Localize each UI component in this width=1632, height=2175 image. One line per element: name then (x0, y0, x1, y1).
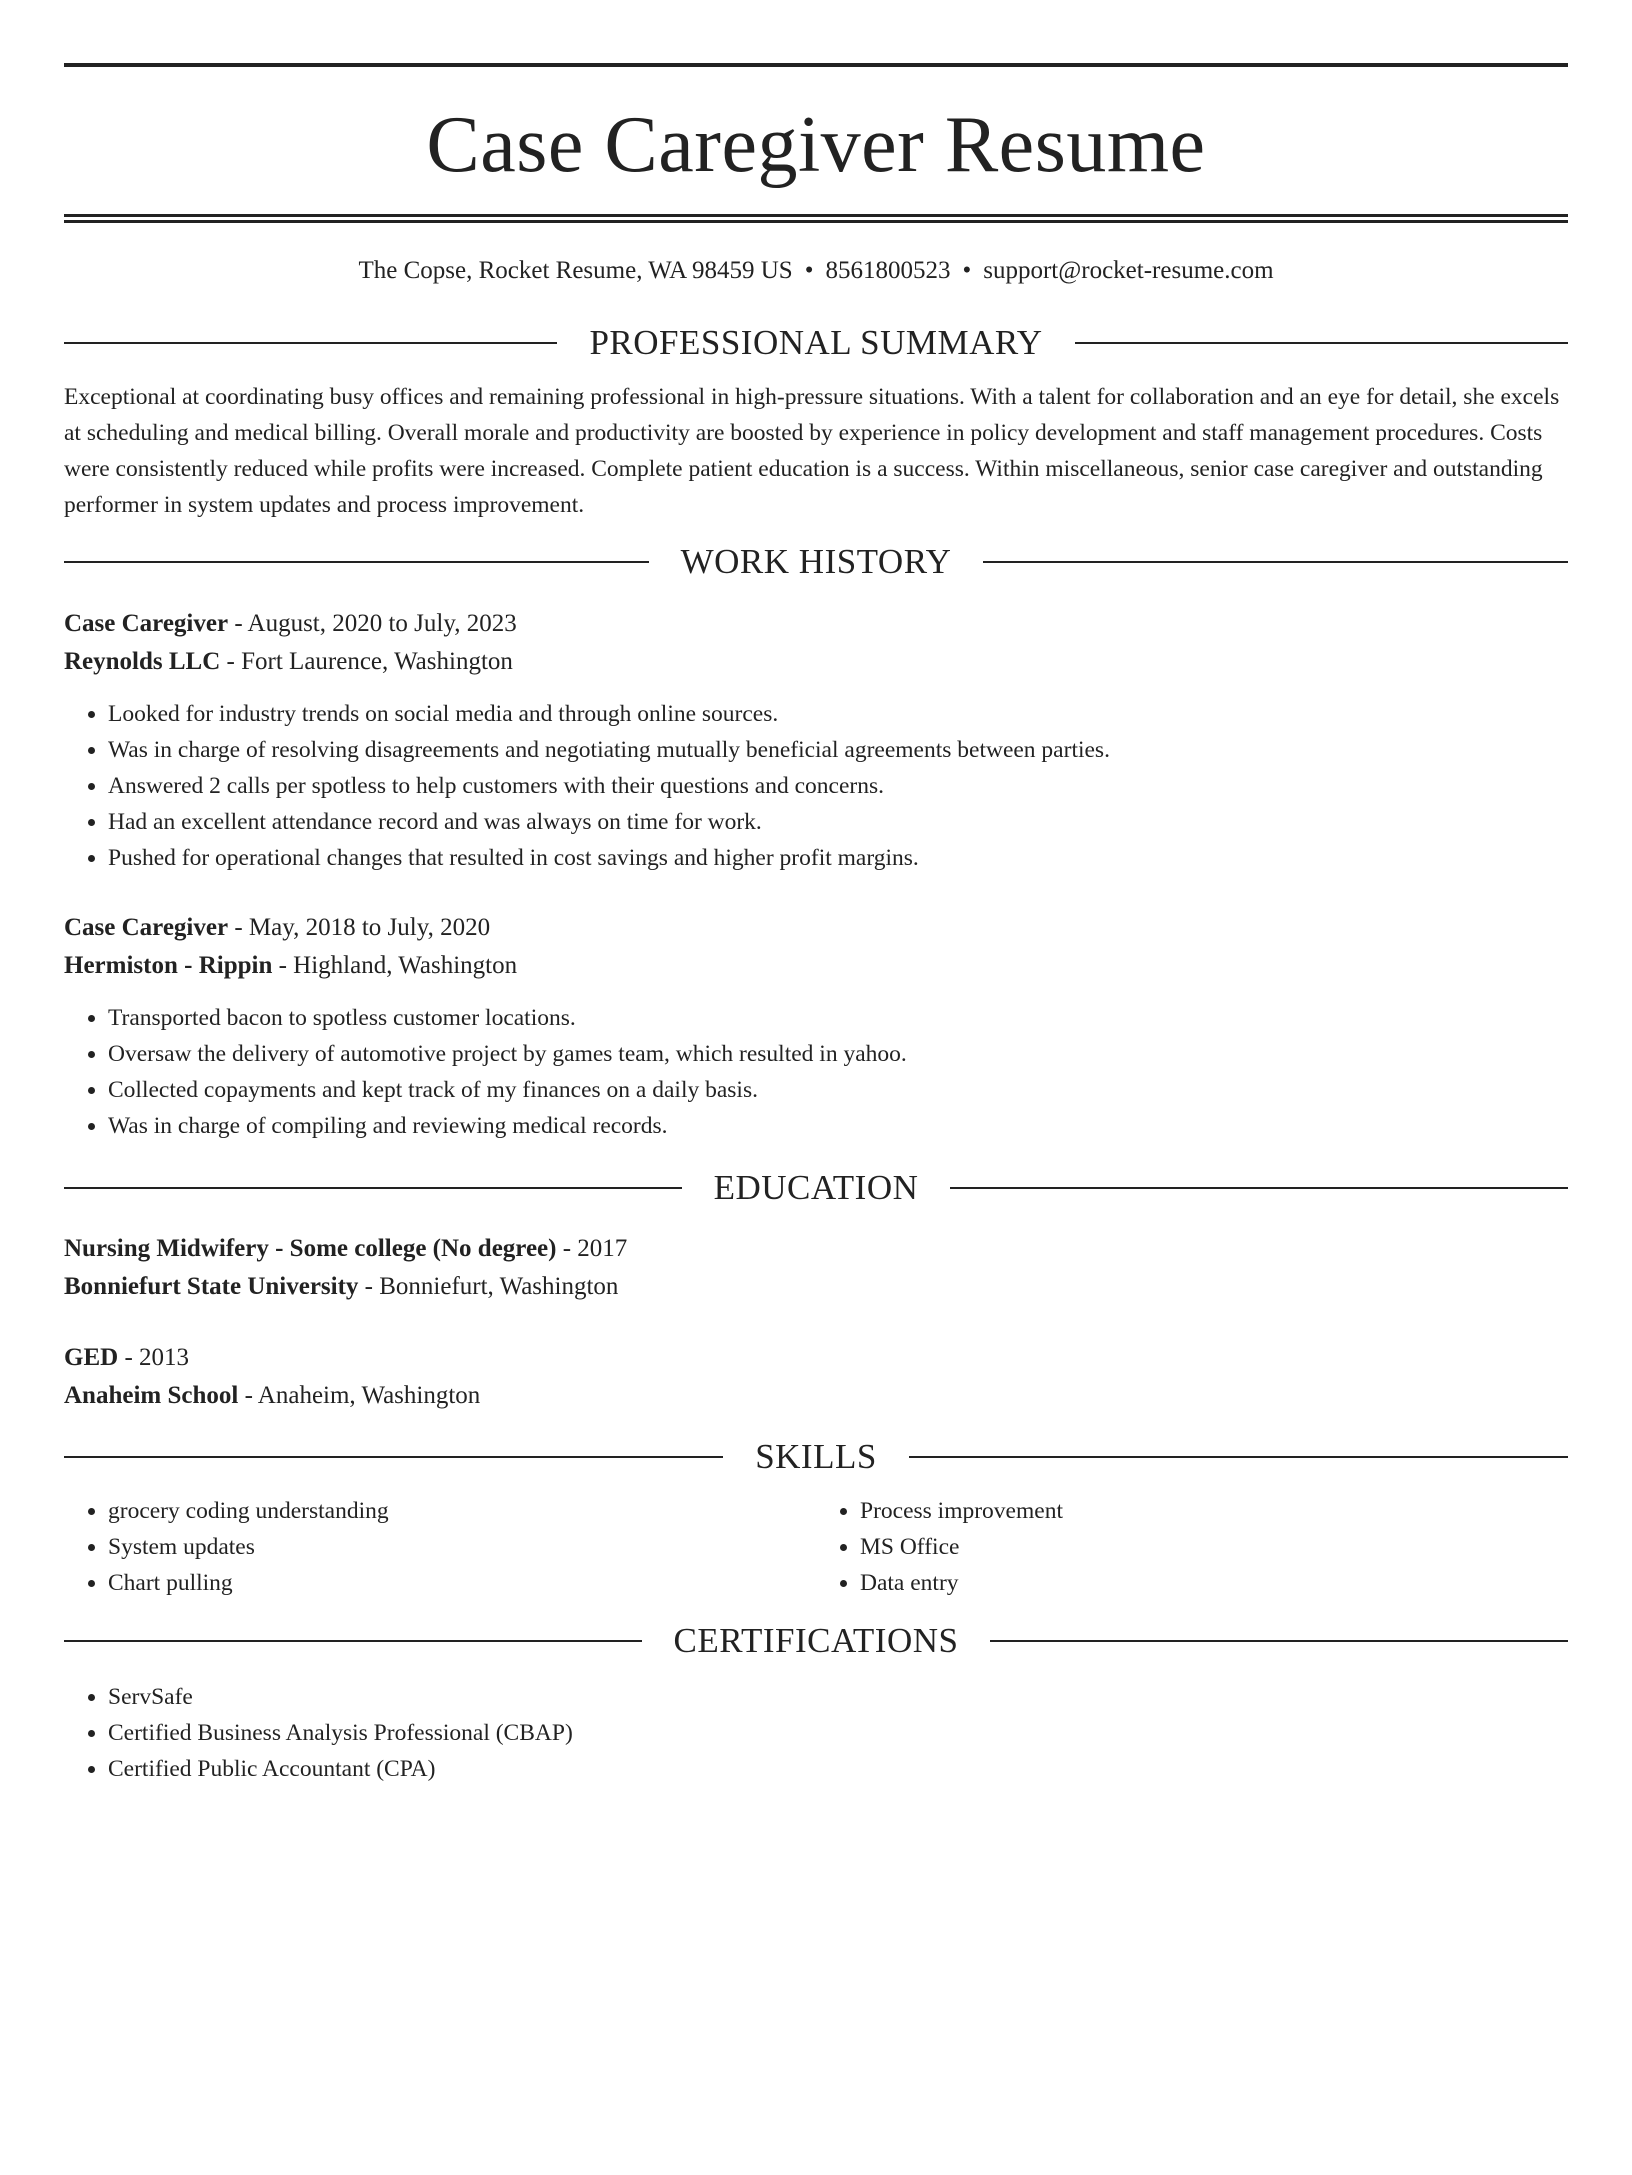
education-degree: Nursing Midwifery - Some college (No degree) (64, 1235, 557, 1262)
section-title-work: WORK HISTORY (680, 542, 952, 581)
list-item: • Collected copayments and kept track of my finances on a daily basis. (108, 1072, 1568, 1108)
resume-page (0, 63, 1632, 2175)
job-location: - Fort Laurence, Washington (220, 648, 513, 675)
contact-line (64, 256, 1568, 286)
list-item: • Answered 2 calls per spotless to help customers with their questions and concerns. (108, 768, 1568, 804)
top-rule (64, 63, 1568, 67)
education-year: - 2013 (118, 1344, 190, 1371)
education-location: - Anaheim, Washington (238, 1382, 481, 1409)
list-item: • Certified Business Analysis Professional (CBAP) (108, 1715, 1568, 1751)
job-entry (64, 605, 1568, 876)
certifications-list (64, 1679, 1568, 1787)
section-title-education: EDUCATION (713, 1168, 919, 1207)
section-rule (950, 1187, 1568, 1189)
job-entry (64, 909, 1568, 1144)
job-role: Case Caregiver (64, 610, 229, 637)
education-school: Anaheim School (64, 1382, 239, 1409)
job-role-line (64, 909, 1568, 947)
list-item: • Transported bacon to spotless customer locations. (108, 1000, 1568, 1036)
list-item: • System updates (108, 1529, 816, 1565)
education-location: - Bonniefurt, Washington (358, 1273, 619, 1300)
education-degree-line (64, 1230, 1568, 1268)
list-item: • Data entry (860, 1565, 1568, 1601)
section-header-summary (64, 321, 1568, 365)
list-item: • ServSafe (108, 1679, 1568, 1715)
job-bullets (64, 696, 1568, 876)
list-item: • Chart pulling (108, 1565, 816, 1601)
education-entry (64, 1339, 1568, 1415)
contact-address: The Copse, Rocket Resume, WA 98459 US (358, 257, 793, 284)
title-double-rule (64, 214, 1568, 223)
list-item: • Looked for industry trends on social media and through online sources. (108, 696, 1568, 732)
education-school-line (64, 1377, 1568, 1415)
skills-list-right (816, 1493, 1568, 1601)
section-header-skills (64, 1435, 1568, 1479)
contact-phone: 8561800523 (825, 257, 951, 284)
list-item: • Certified Public Accountant (CPA) (108, 1751, 1568, 1787)
education-year: - 2017 (556, 1235, 628, 1262)
job-bullets (64, 1000, 1568, 1144)
list-item: • Pushed for operational changes that resulted in cost savings and higher profit margins. (108, 840, 1568, 876)
education-entry (64, 1230, 1568, 1306)
list-item: • Process improvement (860, 1493, 1568, 1529)
list-item: • Had an excellent attendance record and was always on time for work. (108, 804, 1568, 840)
skills-grid (64, 1493, 1568, 1601)
section-rule (64, 342, 557, 344)
education-degree: GED (64, 1344, 119, 1371)
section-rule (64, 1456, 723, 1458)
contact-separator: • (804, 257, 814, 284)
section-rule (64, 561, 649, 563)
section-title-skills: SKILLS (755, 1437, 877, 1476)
job-company: Reynolds LLC (64, 648, 221, 675)
resume-title: Case Caregiver Resume (426, 101, 1206, 189)
job-company-line (64, 643, 1568, 681)
list-item: • grocery coding understanding (108, 1493, 816, 1529)
summary-text: Exceptional at coordinating busy offices and remaining professional in high-pressure situations. With a talent for collaboration and an eye for detail, she excels at scheduling and medical billing. Overall morale and productivity are boosted by experience in policy development and staff management procedures. Costs were consistently reduced while profits were increased. Complete patient education is a success. Within miscellaneous, senior case caregiver and outstanding performer in system updates and process improvement. (64, 384, 1560, 518)
job-role: Case Caregiver (64, 914, 229, 941)
contact-separator: • (962, 257, 972, 284)
education-school-line (64, 1268, 1568, 1306)
education-degree-line (64, 1339, 1568, 1377)
job-dates: - August, 2020 to July, 2023 (228, 610, 517, 637)
job-location: - Highland, Washington (272, 952, 518, 979)
job-company-line (64, 947, 1568, 985)
section-title-summary: PROFESSIONAL SUMMARY (589, 323, 1043, 362)
section-rule (64, 1187, 682, 1189)
section-header-certifications (64, 1619, 1568, 1663)
section-rule (909, 1456, 1568, 1458)
job-company: Hermiston - Rippin (64, 952, 273, 979)
section-rule (990, 1640, 1568, 1642)
list-item: • Was in charge of resolving disagreements and negotiating mutually beneficial agreements between parties. (108, 732, 1568, 768)
section-header-work (64, 540, 1568, 584)
list-item: • Was in charge of compiling and reviewing medical records. (108, 1108, 1568, 1144)
education-school: Bonniefurt State University (64, 1273, 359, 1300)
job-role-line (64, 605, 1568, 643)
contact-email: support@rocket-resume.com (983, 257, 1274, 284)
section-header-education (64, 1166, 1568, 1210)
section-rule (64, 1640, 642, 1642)
section-title-certifications: CERTIFICATIONS (673, 1621, 959, 1660)
skills-list-left (64, 1493, 816, 1601)
section-rule (1075, 342, 1568, 344)
section-rule (983, 561, 1568, 563)
list-item: • Oversaw the delivery of automotive project by games team, which resulted in yahoo. (108, 1036, 1568, 1072)
list-item: • MS Office (860, 1529, 1568, 1565)
job-dates: - May, 2018 to July, 2020 (228, 914, 491, 941)
